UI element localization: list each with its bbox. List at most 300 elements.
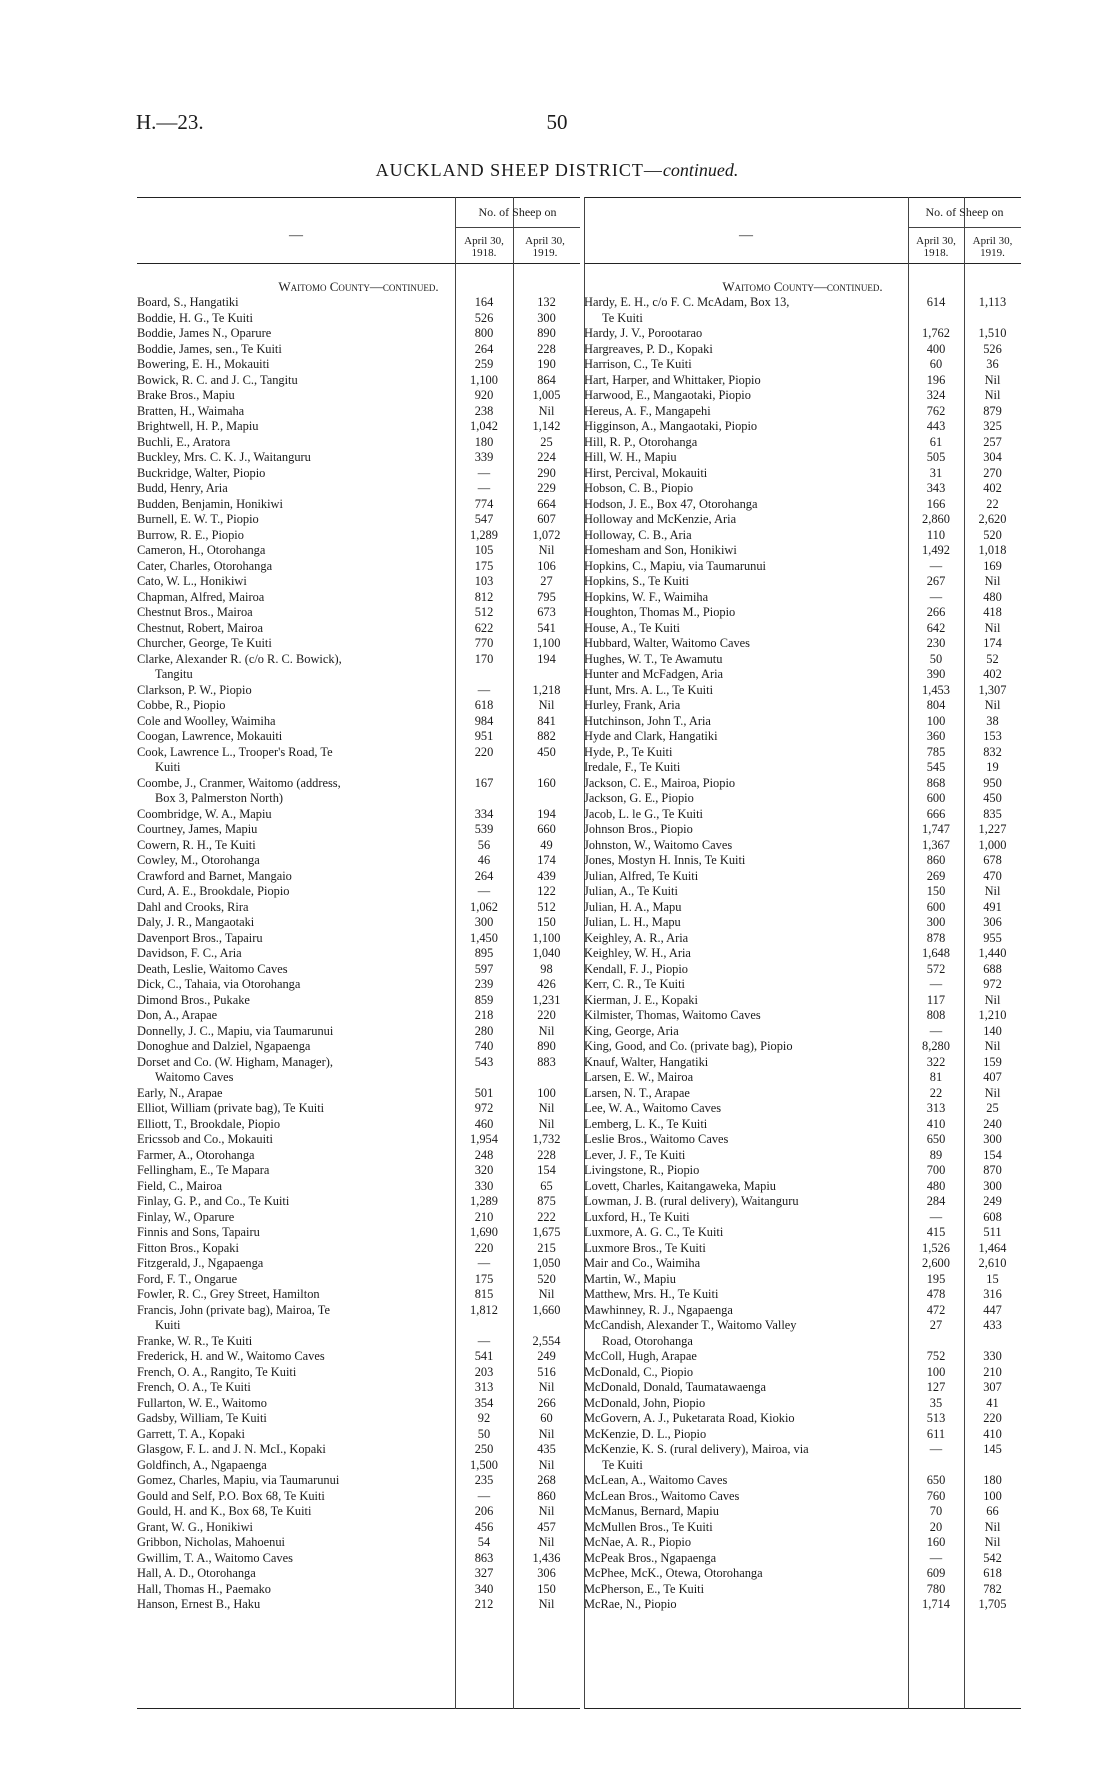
table-row (137, 605, 580, 621)
table-row (584, 574, 1021, 590)
holder-name: Clarke, Alexander R. (c/o R. C. Bowick), (137, 651, 342, 666)
holder-name: Brake Bros., Mapiu (137, 388, 235, 402)
sheep-1918: 1,450 (470, 930, 498, 945)
holder-name: Churcher, George, Te Kuiti (137, 636, 272, 650)
sheep-1919: 257 (983, 434, 1002, 449)
holder-name: Homesham and Son, Honikiwi (584, 543, 737, 557)
table-row (137, 1210, 580, 1226)
sheep-1918: — (929, 1550, 943, 1565)
holder-name: Farmer, A., Otorohanga (137, 1147, 255, 1162)
table-row (584, 388, 1021, 404)
holder-name: Gribbon, Nicholas, Mahoenui (137, 1535, 285, 1549)
sheep-1918: — (477, 682, 491, 697)
table-row (584, 1318, 1021, 1334)
holder-name: Bowick, R. C. and J. C., Tangitu (137, 372, 298, 387)
table-row (137, 993, 580, 1009)
table-row (584, 884, 1021, 900)
sheep-1918: 175 (474, 558, 494, 573)
sheep-1919: 122 (537, 884, 556, 898)
holder-name: Elliot, William (private bag), Te Kuiti (137, 1101, 325, 1115)
sheep-1919: 106 (537, 558, 556, 573)
sheep-1918: 31 (929, 465, 943, 480)
sheep-1919: 450 (537, 744, 556, 759)
table-row (584, 481, 1021, 497)
title-continued: continued. (662, 160, 739, 180)
table-row (137, 822, 580, 838)
table-row (584, 543, 1021, 559)
sheep-1918: 61 (929, 434, 943, 449)
sheep-1919: 316 (983, 1287, 1002, 1301)
table-row (137, 776, 580, 792)
holder-name: Chestnut, Robert, Mairoa (137, 620, 263, 635)
sheep-1918: 478 (926, 1287, 946, 1301)
holder-name: Higginson, A., Mangaotaki, Piopio (584, 419, 758, 433)
sheep-1919: 159 (983, 1054, 1002, 1069)
sheep-1918: 878 (926, 930, 946, 945)
holder-name: Matthew, Mrs. H., Te Kuiti (584, 1287, 719, 1301)
sheep-1919: 660 (537, 822, 556, 836)
sheep-1919: 541 (537, 620, 556, 635)
sheep-1918: 100 (926, 1364, 946, 1379)
sheep-1919: 1,072 (532, 527, 561, 542)
holder-name: Kerr, C. R., Te Kuiti (584, 977, 685, 991)
sheep-1918: 443 (926, 419, 946, 433)
table-row (137, 1504, 580, 1520)
sheep-1918: 230 (926, 636, 946, 650)
table-row (137, 1070, 580, 1086)
table-row (137, 745, 580, 761)
table-row (584, 1551, 1021, 1567)
holder-name: Kuiti (155, 760, 181, 774)
sheep-1919: 36 (986, 357, 999, 371)
table-row (584, 1117, 1021, 1133)
holder-name: McKenzie, K. S. (rural delivery), Mairoa, via (584, 1442, 809, 1456)
sheep-1919: 210 (983, 1364, 1002, 1379)
sheep-1919: 1,018 (978, 543, 1007, 557)
table-row (137, 1287, 580, 1303)
column-header-1918: April 30, 1918. (464, 235, 504, 259)
table-row (137, 1086, 580, 1102)
table-row (584, 1504, 1021, 1520)
holder-name: Kendall, F. J., Piopio (584, 961, 688, 976)
table-row (137, 1272, 580, 1288)
table-row (137, 977, 580, 993)
table-row (137, 1411, 580, 1427)
sheep-1918: 70 (929, 1504, 943, 1518)
sheep-1919: 268 (537, 1473, 556, 1487)
sheep-1919: 1,510 (978, 326, 1007, 340)
holder-name: Te Kuiti (602, 310, 643, 325)
holder-name: McGovern, A. J., Puketarata Road, Kiokio (584, 1411, 795, 1425)
sheep-1919: 1,100 (532, 930, 561, 945)
column-header-1919: April 30, 1919. (525, 235, 565, 259)
table-row (584, 853, 1021, 869)
holder-name: Holloway, C. B., Aria (584, 527, 692, 542)
holder-name: Hill, W. H., Mapiu (584, 450, 677, 464)
holder-name: Hirst, Percival, Mokauiti (584, 465, 708, 480)
sheep-1919: 402 (983, 667, 1002, 681)
sheep-1919: 1,050 (532, 1256, 561, 1270)
sheep-1918: 1,042 (470, 419, 498, 433)
holder-name: McPherson, E., Te Kuiti (584, 1581, 705, 1596)
sheep-1919: 2,610 (978, 1256, 1007, 1270)
sheep-1918: 20 (929, 1519, 943, 1534)
sheep-1919: 678 (983, 853, 1002, 867)
table-row (584, 776, 1021, 792)
sheep-1918: 235 (474, 1473, 494, 1487)
table-row (137, 760, 580, 776)
holder-name: Lowman, J. B. (rural delivery), Waitanguru (584, 1194, 799, 1208)
holder-name: Cobbe, R., Piopio (137, 698, 226, 712)
holder-name: Finlay, W., Oparure (137, 1209, 235, 1224)
sheep-1918: 785 (926, 744, 946, 759)
sheep-1918: 808 (926, 1008, 946, 1022)
sheep-1918: 330 (474, 1178, 494, 1193)
table-row (584, 760, 1021, 776)
holder-name: Crawford and Barnet, Mangaio (137, 868, 292, 883)
sheep-1919: 2,554 (532, 1333, 561, 1348)
sheep-1919: 1,464 (978, 1240, 1007, 1255)
sheep-1918: 512 (474, 605, 494, 619)
table-row (584, 931, 1021, 947)
sheep-1919: Nil (538, 1597, 555, 1611)
holder-name: Franke, W. R., Te Kuiti (137, 1333, 253, 1348)
sheep-1919: 890 (537, 326, 556, 340)
sheep-1918: 666 (926, 806, 946, 821)
holder-name: Hargreaves, P. D., Kopaki (584, 341, 713, 356)
table-row (137, 1241, 580, 1257)
sheep-1918: 804 (926, 698, 946, 712)
sheep-1918: 611 (926, 1426, 946, 1441)
sheep-1919: 1,142 (532, 419, 561, 433)
holder-name: Davidson, F. C., Aria (137, 946, 242, 960)
table-row (584, 1380, 1021, 1396)
holder-name: Hyde, P., Te Kuiti (584, 744, 673, 759)
holder-name: Hopkins, C., Mapiu, via Taumarunui (584, 558, 766, 573)
holder-name: Boddie, James N., Oparure (137, 326, 272, 340)
column-header-1919: April 30, 1919. (972, 235, 1013, 259)
holder-name: Box 3, Palmerston North) (155, 791, 284, 805)
holder-name: Jackson, C. E., Mairoa, Piopio (584, 775, 736, 790)
table-row (137, 1365, 580, 1381)
table-row (584, 1566, 1021, 1582)
holder-name: French, O. A., Rangito, Te Kuiti (137, 1364, 297, 1379)
table-row (137, 1132, 580, 1148)
holder-name: Lever, J. F., Te Kuiti (584, 1147, 686, 1162)
sheep-1919: 402 (983, 481, 1002, 495)
sheep-1918: 480 (926, 1178, 946, 1193)
sheep-1918: 650 (926, 1473, 946, 1487)
table-row (137, 373, 580, 389)
sheep-1918: 339 (474, 450, 494, 464)
holder-name: Cater, Charles, Otorohanga (137, 558, 273, 573)
sheep-1918: 110 (926, 527, 946, 542)
sheep-1919: 618 (983, 1566, 1002, 1580)
table-row (584, 900, 1021, 916)
sheep-1919: Nil (538, 698, 555, 712)
sheep-1918: 863 (474, 1550, 494, 1565)
holder-name: McColl, Hugh, Arapae (584, 1349, 697, 1363)
table-row (584, 1458, 1021, 1474)
holder-name: Livingstone, R., Piopio (584, 1163, 700, 1177)
sheep-1919: 972 (983, 977, 1002, 991)
holder-name: Fellingham, E., Te Mapara (137, 1163, 270, 1177)
sheep-1918: 313 (926, 1101, 946, 1115)
sheep-1918: 280 (474, 1023, 494, 1038)
holder-name: Gadsby, William, Te Kuiti (137, 1411, 267, 1425)
sheep-1919: 673 (537, 605, 556, 619)
sheep-1918: 27 (929, 1318, 943, 1332)
table-row (137, 326, 580, 342)
holder-name: Curd, A. E., Brookdale, Piopio (137, 884, 290, 898)
table-row (584, 791, 1021, 807)
holder-name: Hart, Harper, and Whittaker, Piopio (584, 372, 761, 387)
table-row (137, 1597, 580, 1613)
sheep-1919: 174 (983, 636, 1002, 650)
table-row (137, 1039, 580, 1055)
holder-name: Boddie, James, sen., Te Kuiti (137, 341, 282, 356)
holder-name: Burnell, E. W. T., Piopio (137, 512, 259, 526)
sheep-1918: 812 (474, 589, 494, 604)
sheep-1918: 505 (926, 450, 946, 464)
sheep-1918: — (929, 558, 943, 573)
sheep-1919: 100 (983, 1488, 1002, 1503)
table-row (137, 1148, 580, 1164)
sheep-1918: 103 (474, 574, 494, 588)
sheep-1919: Nil (538, 1426, 555, 1441)
table-row (137, 1303, 580, 1319)
sheep-1919: 890 (537, 1039, 556, 1053)
table-row (137, 1458, 580, 1474)
sheep-1919: 49 (540, 837, 553, 852)
sheep-1918: 513 (926, 1411, 946, 1425)
sheep-1918: 300 (926, 915, 946, 929)
table-row (584, 1349, 1021, 1365)
holder-name: Cato, W. L., Honikiwi (137, 574, 247, 588)
sheep-1919: Nil (984, 372, 1001, 387)
table-row (137, 559, 580, 575)
holder-name: Johnston, W., Waitomo Caves (584, 837, 733, 852)
sheep-1918: 1,762 (922, 326, 950, 340)
holder-name: Holloway and McKenzie, Aria (584, 512, 737, 526)
sheep-1918: 740 (474, 1039, 494, 1053)
sheep-1919: 25 (540, 434, 553, 449)
holder-name: McDonald, C., Piopio (584, 1364, 694, 1379)
holder-name: McNae, A. R., Piopio (584, 1535, 692, 1549)
sheep-1918: 1,289 (470, 527, 498, 542)
holder-name: Fitton Bros., Kopaki (137, 1240, 239, 1255)
table-header-rule (584, 263, 1021, 264)
holder-name: Hobson, C. B., Piopio (584, 481, 694, 495)
table-row (137, 900, 580, 916)
sheep-1919: 870 (983, 1163, 1002, 1177)
sheep-1919: 304 (983, 450, 1002, 464)
holder-name: McRae, N., Piopio (584, 1597, 677, 1611)
sheep-1918: 320 (474, 1163, 494, 1177)
sheep-1918 (473, 667, 531, 683)
sheep-1918: 92 (477, 1411, 491, 1425)
sheep-1918: 54 (477, 1535, 491, 1549)
sheep-1919: 407 (983, 1070, 1002, 1084)
sheep-1918: 609 (926, 1566, 946, 1580)
sheep-1918: 1,500 (470, 1457, 498, 1472)
sheep-1918: — (929, 1023, 943, 1038)
sheep-1918: 526 (474, 310, 494, 325)
sheep-1919: 470 (983, 868, 1002, 883)
table-row (584, 1303, 1021, 1319)
table-row (137, 1473, 580, 1489)
sheep-1919 (982, 1458, 1039, 1474)
holder-name: Houghton, Thomas M., Piopio (584, 605, 736, 619)
holder-name: Elliott, T., Brookdale, Piopio (137, 1116, 281, 1131)
holder-name: Julian, A., Te Kuiti (584, 884, 678, 898)
table-row (137, 497, 580, 513)
table-row (137, 1427, 580, 1443)
holder-name: Dick, C., Tahaia, via Otorohanga (137, 977, 301, 991)
sheep-1918: 266 (926, 605, 946, 619)
table-row (137, 698, 580, 714)
table-row (584, 404, 1021, 420)
holder-name: French, O. A., Te Kuiti (137, 1380, 251, 1394)
sheep-1918: 597 (474, 961, 494, 976)
section-heading (584, 278, 1021, 295)
table-row (137, 1349, 580, 1365)
table-row (137, 1055, 580, 1071)
holder-name: McMullen Bros., Te Kuiti (584, 1519, 713, 1534)
holder-name: Hurley, Frank, Aria (584, 698, 681, 712)
sheep-1918: 650 (926, 1132, 946, 1146)
sheep-1918: 334 (474, 806, 494, 821)
table-row (137, 528, 580, 544)
holder-name: Gould, H. and K., Box 68, Te Kuiti (137, 1504, 312, 1518)
sheep-1918: 460 (474, 1116, 494, 1131)
sheep-1918: 415 (926, 1225, 946, 1239)
table-row (137, 1008, 580, 1024)
sheep-1918: 614 (926, 295, 946, 309)
sheep-1919: 306 (537, 1566, 556, 1580)
sheep-1918: 1,367 (922, 837, 950, 852)
table-row (137, 667, 580, 683)
holder-name: Luxmore Bros., Te Kuiti (584, 1240, 706, 1255)
table-row (584, 636, 1021, 652)
holder-name: Jones, Mostyn H. Innis, Te Kuiti (584, 853, 746, 867)
holder-name: Board, S., Hangatiki (137, 295, 239, 309)
sheep-1919: 1,675 (532, 1225, 561, 1239)
sheep-1918: 195 (926, 1271, 946, 1286)
table-row (584, 946, 1021, 962)
table-row (137, 1566, 580, 1582)
sheep-1919: 450 (983, 791, 1002, 805)
sheep-1918: 600 (926, 899, 946, 914)
table-row (584, 590, 1021, 606)
table-row (137, 683, 580, 699)
table-row (584, 1101, 1021, 1117)
sheep-1918: 600 (926, 791, 946, 805)
sheep-1919: 145 (983, 1442, 1002, 1456)
sheep-1919: 607 (537, 512, 556, 526)
sheep-1918: 800 (474, 326, 494, 340)
table-row (584, 1272, 1021, 1288)
sheep-1919: 1,040 (532, 946, 561, 960)
sheep-1918: 815 (474, 1287, 494, 1301)
sheep-1919: 835 (983, 806, 1002, 821)
sheep-1919: 60 (540, 1411, 553, 1425)
holder-name: Hanson, Ernest B., Haku (137, 1597, 261, 1611)
table-row (584, 1148, 1021, 1164)
sheep-1919: 22 (986, 496, 999, 511)
table-row (137, 512, 580, 528)
table-row (137, 1194, 580, 1210)
sheep-1918: 60 (929, 357, 943, 371)
sheep-1918: 327 (474, 1566, 494, 1580)
sheep-1918: 46 (477, 853, 491, 867)
holder-name: Cook, Lawrence L., Trooper's Road, Te (137, 744, 333, 759)
page-number: 50 (546, 110, 568, 134)
sheep-1919: 879 (983, 403, 1002, 418)
sheep-1919: 194 (537, 806, 556, 821)
sheep-count-group-header: No. of Sheep on (925, 205, 1004, 219)
holder-name: Cowern, R. H., Te Kuiti (137, 837, 256, 852)
sheep-1919: Nil (538, 1380, 555, 1394)
table-row (584, 838, 1021, 854)
holder-name: Hunter and McFadgen, Aria (584, 667, 724, 681)
sheep-1918: 259 (474, 357, 494, 371)
table-row (584, 1411, 1021, 1427)
sheep-1918: 390 (926, 667, 946, 681)
holder-name: Lee, W. A., Waitomo Caves (584, 1101, 722, 1115)
table-row (137, 481, 580, 497)
holder-name: Cowley, M., Otorohanga (137, 853, 260, 867)
holder-name: Brightwell, H. P., Mapiu (137, 419, 259, 433)
sheep-1919: 1,436 (532, 1550, 561, 1565)
sheep-1918: 264 (474, 341, 494, 356)
holder-name: Gwillim, T. A., Waitomo Caves (137, 1550, 293, 1565)
sheep-1919: Nil (984, 1519, 1001, 1534)
sheep-1919: 150 (537, 915, 556, 929)
sheep-1919: Nil (538, 543, 555, 557)
table-row (137, 1489, 580, 1505)
table-row (137, 884, 580, 900)
sheep-1919: 180 (983, 1473, 1002, 1487)
sheep-1919: 27 (540, 574, 553, 588)
sheep-1918: 774 (474, 496, 494, 511)
holder-name: Keighley, W. H., Aria (584, 946, 691, 960)
sheep-1919: 300 (537, 310, 556, 325)
table-bottom-rule (584, 1708, 1021, 1709)
table-row (137, 342, 580, 358)
sheep-1918: 622 (474, 620, 494, 635)
table-row (584, 1039, 1021, 1055)
table-row (584, 295, 1021, 311)
holder-name: Lovett, Charles, Kaitangaweka, Mapiu (584, 1178, 776, 1193)
sheep-1918: 1,526 (922, 1240, 950, 1255)
sheep-1919: 249 (983, 1194, 1002, 1208)
sheep-1919: 426 (537, 977, 556, 991)
sheep-1919: 782 (983, 1581, 1002, 1596)
table-row (584, 1070, 1021, 1086)
sheep-1919: 220 (983, 1411, 1002, 1425)
holder-name: Fowler, R. C., Grey Street, Hamilton (137, 1287, 320, 1301)
table-row (137, 729, 580, 745)
sheep-1918: 212 (474, 1597, 494, 1611)
sheep-1918: 8,280 (922, 1039, 950, 1053)
table-row (584, 1055, 1021, 1071)
column-header-1918: April 30, 1918. (916, 235, 956, 259)
sheep-1919: 1,218 (532, 682, 561, 697)
sheep-1918: 2,600 (922, 1256, 950, 1270)
table-row (137, 1334, 580, 1350)
sheep-1919: 520 (983, 527, 1002, 542)
